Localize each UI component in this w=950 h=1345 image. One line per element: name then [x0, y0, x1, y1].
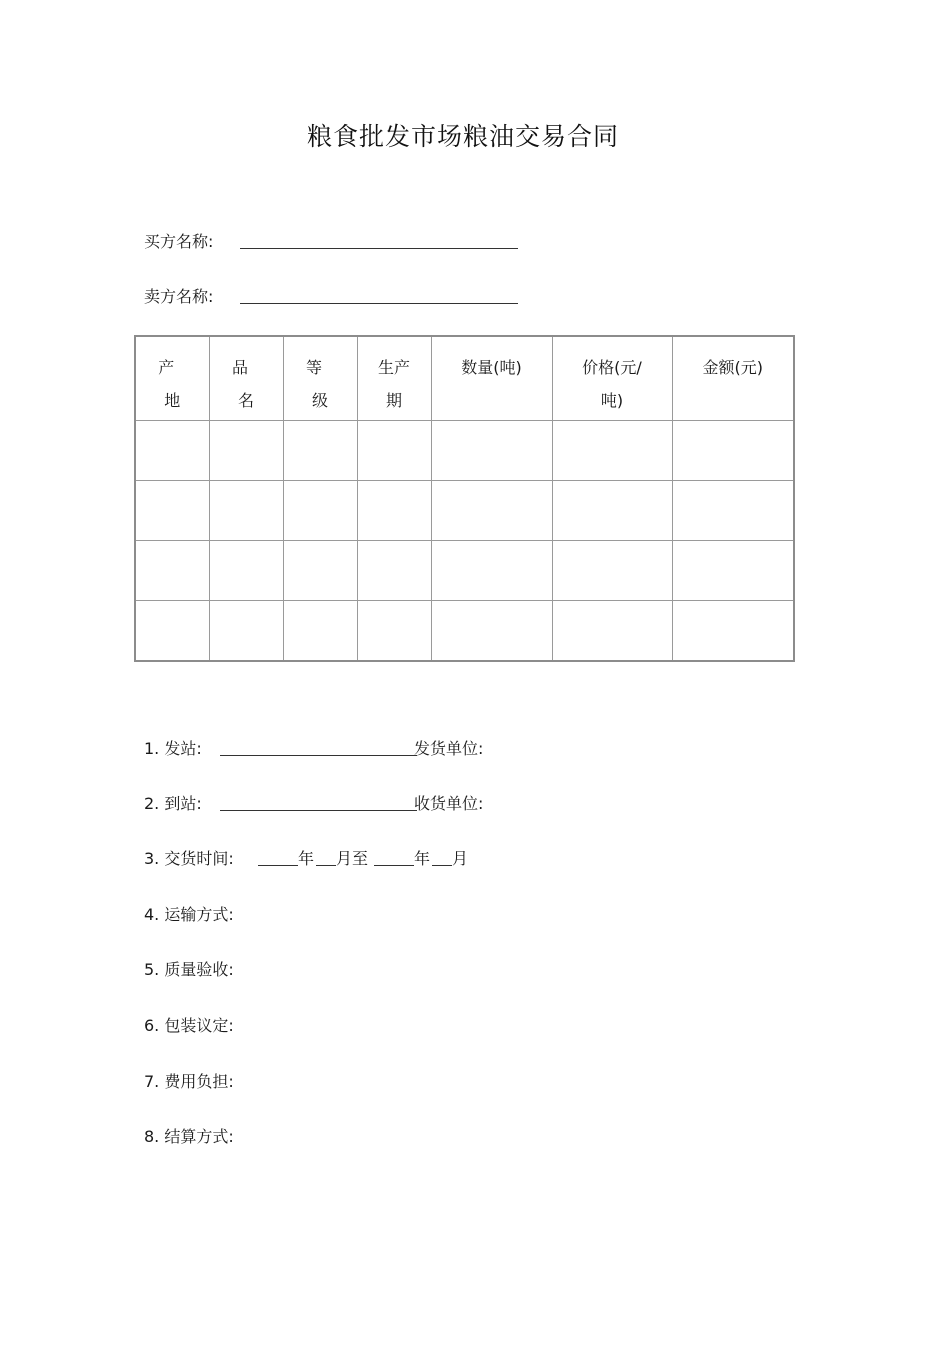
term-cost-bearing: 7. 费用负担: [144, 1072, 234, 1091]
shipper-label: 发货单位: [414, 739, 484, 758]
term-settlement-method: 8. 结算方式: [144, 1127, 234, 1146]
header-quantity: 数量(吨) [431, 336, 552, 420]
table-cell[interactable] [672, 480, 794, 540]
table-cell[interactable] [357, 480, 431, 540]
departure-station-blank[interactable] [220, 738, 417, 756]
term-arrival-station [144, 793, 484, 815]
header-price: 价格(元/ 吨) [552, 336, 672, 420]
arrival-station-label: 2. 到站: [144, 794, 202, 813]
end-year-blank[interactable] [374, 848, 414, 866]
table-cell[interactable] [431, 540, 552, 600]
table-cell[interactable] [209, 480, 283, 540]
seller-name-blank[interactable] [240, 303, 518, 304]
table-cell[interactable] [431, 480, 552, 540]
header-grade: 等 级 [283, 336, 357, 420]
buyer-name-line [144, 231, 213, 253]
table-cell[interactable] [431, 600, 552, 661]
delivery-time-label: 3. 交货时间: [144, 849, 234, 868]
start-month-unit: 月至 [336, 849, 369, 868]
start-year-blank[interactable] [258, 848, 298, 866]
table-cell[interactable] [672, 600, 794, 661]
table-cell[interactable] [357, 600, 431, 661]
buyer-name-label: 买方名称: [144, 232, 214, 251]
seller-name-label: 卖方名称: [144, 287, 214, 306]
table-row [135, 600, 794, 661]
contract-title: 粮食批发市场粮油交易合同 [306, 122, 619, 151]
table-cell[interactable] [283, 600, 357, 661]
header-production-date: 生产 期 [357, 336, 431, 420]
start-year-unit: 年 [298, 849, 315, 868]
table-row [135, 540, 794, 600]
table-cell[interactable] [672, 540, 794, 600]
table-cell[interactable] [209, 420, 283, 480]
table-cell[interactable] [552, 480, 672, 540]
start-month-blank[interactable] [316, 848, 336, 866]
header-amount: 金额(元) [672, 336, 794, 420]
table-row [135, 420, 794, 480]
table-cell[interactable] [209, 600, 283, 661]
header-origin: 产 地 [135, 336, 209, 420]
consignee-label: 收货单位: [414, 794, 484, 813]
table-cell[interactable] [135, 480, 209, 540]
term-quality-inspection: 5. 质量验收: [144, 960, 234, 979]
table-cell[interactable] [135, 540, 209, 600]
table-cell[interactable] [135, 420, 209, 480]
term-delivery-time [144, 848, 469, 870]
table-cell[interactable] [357, 540, 431, 600]
end-month-unit: 月 [452, 849, 469, 868]
end-month-blank[interactable] [432, 848, 452, 866]
table-row [135, 480, 794, 540]
term-departure-station [144, 738, 484, 760]
table-cell[interactable] [431, 420, 552, 480]
table-cell[interactable] [283, 540, 357, 600]
table-cell[interactable] [552, 600, 672, 661]
table-cell[interactable] [552, 540, 672, 600]
table-cell[interactable] [357, 420, 431, 480]
table-cell[interactable] [135, 600, 209, 661]
table-cell[interactable] [283, 420, 357, 480]
table-cell[interactable] [552, 420, 672, 480]
header-product: 品 名 [209, 336, 283, 420]
seller-name-line [144, 286, 213, 308]
buyer-name-blank[interactable] [240, 248, 518, 249]
table-cell[interactable] [283, 480, 357, 540]
term-transport-method: 4. 运输方式: [144, 905, 234, 924]
end-year-unit: 年 [414, 849, 431, 868]
departure-station-label: 1. 发站: [144, 739, 202, 758]
term-packaging: 6. 包装议定: [144, 1016, 234, 1035]
goods-table [134, 335, 795, 662]
arrival-station-blank[interactable] [220, 793, 417, 811]
table-cell[interactable] [672, 420, 794, 480]
table-cell[interactable] [209, 540, 283, 600]
table-header-row [135, 336, 794, 420]
